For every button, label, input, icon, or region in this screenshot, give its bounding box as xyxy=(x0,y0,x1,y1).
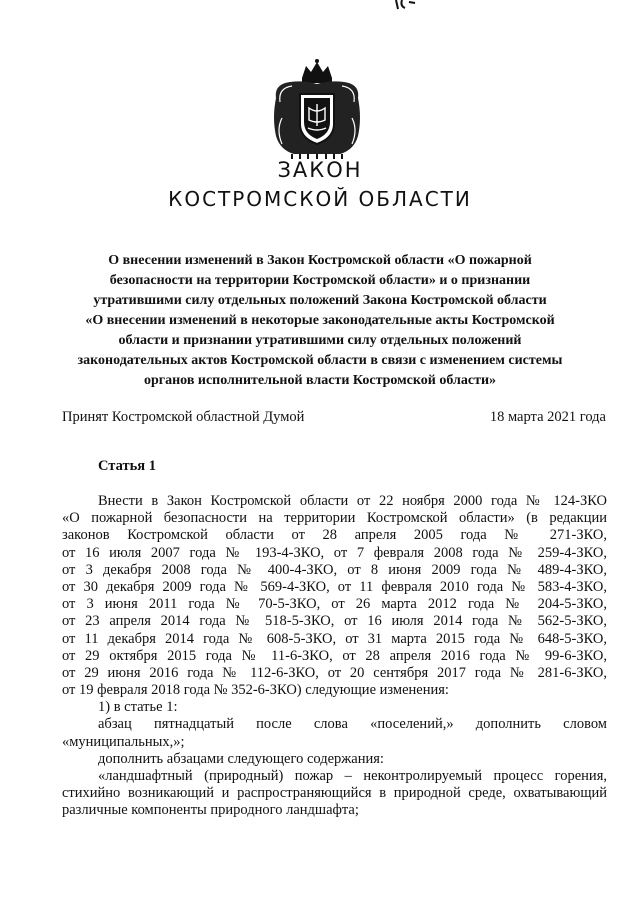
subject-line: органов исполнительной власти Костромской области» xyxy=(143,373,497,388)
subject-line: безопасности на территории Костромской области» и о признании xyxy=(109,273,531,288)
law-subject xyxy=(62,251,578,391)
body-line: от 29 июня 2016 года № 112-6-ЗКО, от 20 сентября 2017 года № 281-6-ЗКО, xyxy=(62,664,607,681)
body-line: дополнить абзацами следующего содержания: xyxy=(98,750,384,767)
body-line: «О пожарной безопасности на территории Костромской области» (в редакции xyxy=(62,510,607,527)
subject-line: О внесении изменений в Закон Костромской области «О пожарной xyxy=(108,253,532,268)
kostroma-coat-of-arms-icon xyxy=(264,58,370,164)
body-line: от 23 апреля 2014 года № 518-5-ЗКО, от 16 июля 2014 года № 562-5-ЗКО, xyxy=(62,613,607,630)
body-line: Внести в Закон Костромской области от 22 ноября 2000 года № 124-ЗКО xyxy=(98,493,607,509)
subject-line: области и признании утратившими силу отдельных положений xyxy=(118,333,522,348)
article-heading: Статья 1 xyxy=(98,458,156,474)
body-line: законов Костромской области от 28 апреля 2005 года № 271-ЗКО, xyxy=(62,527,607,544)
body-line: абзац пятнадцатый после слова «поселений,» дополнить словом xyxy=(98,716,607,733)
law-region: КОСТРОМСКОЙ ОБЛАСТИ xyxy=(168,187,472,211)
handwritten-mark-icon xyxy=(393,0,419,12)
body-line: от 3 июня 2011 года № 70-5-ЗКО, от 26 марта 2012 года № 204-5-ЗКО, xyxy=(62,596,607,613)
subject-line: законодательных актов Костромской области в связи с изменением системы xyxy=(77,353,563,368)
body-line: от 16 июля 2007 года № 193-4-ЗКО, от 7 февраля 2008 года № 259-4-ЗКО, xyxy=(62,544,607,561)
article-body xyxy=(62,493,607,820)
body-line: различные компоненты природного ландшафта; xyxy=(62,802,359,819)
body-line: от 3 декабря 2008 года № 400-4-ЗКО, от 8 июня 2009 года № 489-4-ЗКО, xyxy=(62,561,607,578)
body-line: от 11 декабря 2014 года № 608-5-ЗКО, от 31 марта 2015 года № 648-5-ЗКО, xyxy=(62,630,607,647)
subject-line: «О внесении изменений в некоторые законодательные акты Костромской xyxy=(85,313,555,328)
body-line: «ландшафтный (природный) пожар – неконтролируемый процесс горения, xyxy=(98,768,607,784)
law-title: ЗАКОН xyxy=(277,158,363,182)
body-line: 1) в статье 1: xyxy=(98,699,178,716)
body-line: от 30 декабря 2009 года № 569-4-ЗКО, от 11 февраля 2010 года № 583-4-ЗКО, xyxy=(62,578,607,595)
body-line: от 19 февраля 2018 года № 352-6-ЗКО) следующие изменения: xyxy=(62,682,449,699)
body-line: от 29 октября 2015 года № 11-6-ЗКО, от 28 апреля 2016 года № 99-6-ЗКО, xyxy=(62,647,607,664)
body-line: «муниципальных,»; xyxy=(62,733,185,750)
subject-line: утратившими силу отдельных положений Закона Костромской области xyxy=(93,293,547,308)
body-line: стихийно возникающий и распространяющийся в природной среде, охватывающий xyxy=(62,785,607,802)
adopted-date: 18 марта 2021 года xyxy=(489,409,606,425)
adopted-by: Принят Костромской областной Думой xyxy=(62,409,305,425)
